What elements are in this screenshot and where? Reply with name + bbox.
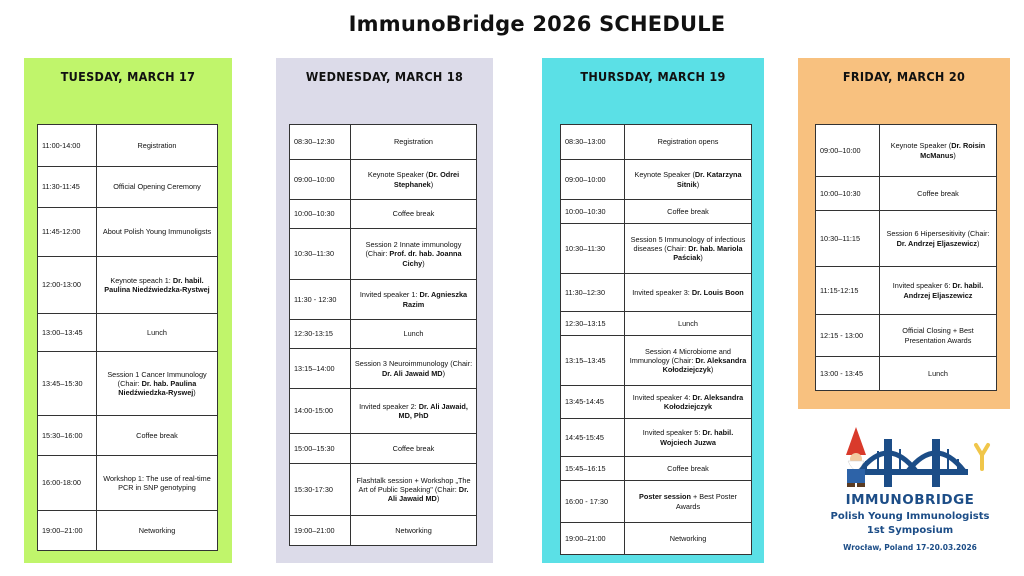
event-text: ) <box>700 253 703 263</box>
event-text: Invited speaker 5: <box>642 428 703 438</box>
schedule-row <box>38 456 218 511</box>
event-text: Registration opens <box>657 137 719 147</box>
time-cell: 15:45–16:15 <box>561 457 625 481</box>
event-text: Coffee break <box>667 463 709 473</box>
event-text: Lunch <box>678 318 698 328</box>
time-cell: 09:00–10:00 <box>561 160 625 200</box>
time-cell: 15:30–16:00 <box>38 416 97 456</box>
logo-name: IMMUNOBRIDGE <box>845 492 975 508</box>
schedule-row <box>816 315 997 357</box>
event-text: Keynote Speaker ( <box>890 141 952 151</box>
time-cell: 10:00–10:30 <box>290 200 351 229</box>
time-cell: 19:00–21:00 <box>561 523 625 555</box>
event-text: ) <box>436 494 440 504</box>
time-cell: 12:30–13:15 <box>561 312 625 336</box>
event-cell <box>351 160 477 200</box>
event-text: Workshop 1: The use of real-time PCR in SNP genotyping <box>103 473 211 492</box>
time-cell: 19:00–21:00 <box>38 511 97 551</box>
speaker-name: Dr. Katarzyna Sitnik <box>676 170 742 189</box>
event-text: + Best Poster Awards <box>675 492 737 511</box>
event-text: ) <box>977 238 980 248</box>
event-cell <box>97 314 218 352</box>
time-cell: 13:15–13:45 <box>561 336 625 386</box>
time-cell: 12:00-13:00 <box>38 257 97 314</box>
event-cell <box>880 177 997 211</box>
event-cell <box>97 511 218 551</box>
schedule-row <box>38 167 218 208</box>
day-heading: WEDNESDAY, MARCH 18 <box>305 69 464 84</box>
event-cell <box>351 320 477 349</box>
event-cell <box>351 280 477 320</box>
schedule-row <box>290 280 477 320</box>
time-cell: 11:00-14:00 <box>38 125 97 167</box>
time-cell: 10:30–11:15 <box>816 211 880 267</box>
time-cell: 13:00–13:45 <box>38 314 97 352</box>
speaker-name: Dr. Ali Jawaid MD <box>382 368 443 378</box>
event-cell <box>625 224 752 274</box>
schedule-row <box>38 257 218 314</box>
speaker-name: Dr. Ali Jawaid, MD, PhD <box>398 401 468 420</box>
speaker-name: Dr. Roisin McManus <box>920 141 986 160</box>
schedule-row <box>38 416 218 456</box>
event-cell <box>351 464 477 516</box>
event-text: ) <box>953 150 956 160</box>
event-cell <box>97 257 218 314</box>
schedule-row <box>561 312 752 336</box>
event-text: ) <box>193 388 196 398</box>
schedule-row <box>290 349 477 389</box>
event-text: ) <box>696 179 700 189</box>
day-column-wednesday <box>276 58 493 563</box>
event-cell <box>625 386 752 419</box>
event-cell <box>351 434 477 464</box>
event-text: Keynote Speaker ( <box>367 170 429 180</box>
event-text: Networking <box>138 525 176 535</box>
event-cell <box>625 419 752 457</box>
schedule-row <box>561 481 752 523</box>
event-cell <box>351 516 477 546</box>
speaker-name: Dr. habil. Andrzej Eljaszewicz <box>903 281 984 300</box>
event-text: Coffee break <box>136 430 178 440</box>
time-cell: 15:00–15:30 <box>290 434 351 464</box>
time-cell: 11:15-12:15 <box>816 267 880 315</box>
event-text: Session 5 Immunology of infectious diseases (Chair: <box>630 234 746 253</box>
schedule-table <box>560 124 752 555</box>
day-heading: THURSDAY, MARCH 19 <box>580 69 726 84</box>
schedule-row <box>290 516 477 546</box>
event-text: Coffee break <box>392 209 435 219</box>
time-cell: 11:30 - 12:30 <box>290 280 351 320</box>
event-text: Session 6 Hipersesitivity (Chair: <box>886 229 990 239</box>
time-cell: 15:30-17:30 <box>290 464 351 516</box>
event-text: Registration <box>137 140 177 150</box>
schedule-row <box>38 352 218 416</box>
time-cell: 09:00–10:00 <box>290 160 351 200</box>
event-cell <box>880 267 997 315</box>
schedule-row <box>290 434 477 464</box>
schedule-row <box>561 160 752 200</box>
event-text: Lunch <box>928 368 948 378</box>
event-text: ) <box>422 258 425 268</box>
event-text: Keynote Speaker ( <box>634 170 695 180</box>
time-cell: 12:30-13:15 <box>290 320 351 349</box>
time-cell: 16:00-18:00 <box>38 456 97 511</box>
time-cell: 10:00–10:30 <box>816 177 880 211</box>
schedule-row <box>290 229 477 280</box>
time-cell: 09:00–10:00 <box>816 125 880 177</box>
schedule-table <box>815 124 997 391</box>
speaker-name: Dr. Aleksandra Kołodziejczyk <box>663 392 744 411</box>
logo-location: Wrocław, Poland 17-20.03.2026 <box>843 543 977 552</box>
schedule-row <box>38 511 218 551</box>
event-cell <box>625 312 752 336</box>
time-cell: 08:30–12:30 <box>290 125 351 160</box>
event-text: Networking <box>669 533 707 543</box>
event-text: Invited speaker 4: <box>632 392 693 402</box>
schedule-row <box>38 314 218 352</box>
event-cell <box>625 481 752 523</box>
event-text: Lunch <box>147 327 167 337</box>
event-text: Invited speaker 1: <box>359 290 420 300</box>
schedule-row <box>290 389 477 434</box>
event-text: Coffee break <box>917 188 959 198</box>
speaker-name: Dr. habil. Wojciech Juzwa <box>660 428 734 447</box>
schedule-row <box>561 125 752 160</box>
page-title: ImmunoBridge 2026 SCHEDULE <box>348 12 726 36</box>
event-text: Lunch <box>403 329 424 339</box>
speaker-name: Poster session <box>639 492 691 502</box>
event-text: Session 4 Microbiome and Immunology (Chair: <box>629 346 731 365</box>
schedule-row <box>290 125 477 160</box>
event-text: Session 2 Innate immunology (Chair: <box>365 240 462 259</box>
event-cell <box>880 357 997 391</box>
event-text: Networking <box>395 525 432 535</box>
time-cell: 10:30–11:30 <box>290 229 351 280</box>
event-text: Keynote speach 1: <box>110 275 173 285</box>
event-text: Session 3 Neuroimmunology (Chair: <box>354 359 473 369</box>
speaker-name: Dr. Louis Boon <box>691 287 744 297</box>
bridge-gnome-logo-icon <box>820 425 1000 493</box>
schedule-row <box>561 386 752 419</box>
schedule-row <box>816 177 997 211</box>
time-cell: 10:30–11:30 <box>561 224 625 274</box>
event-cell <box>351 389 477 434</box>
event-text: Coffee break <box>667 206 709 216</box>
speaker-name: Prof. dr. hab. Joanna Cichy <box>389 249 462 268</box>
speaker-name: Dr. habil. Paulina Niedźwiedzka-Rystwej <box>104 275 210 294</box>
event-cell <box>625 457 752 481</box>
event-text: Invited speaker 2: <box>359 401 419 411</box>
time-cell: 11:30-11:45 <box>38 167 97 208</box>
event-cell <box>880 125 997 177</box>
event-cell <box>97 456 218 511</box>
logo-edition: 1st Symposium <box>866 525 954 536</box>
day-heading: FRIDAY, MARCH 20 <box>842 69 966 84</box>
event-cell <box>97 167 218 208</box>
time-cell: 14:45-15:45 <box>561 419 625 457</box>
event-text: ) <box>442 368 445 378</box>
time-cell: 13:45–15:30 <box>38 352 97 416</box>
event-cell <box>97 352 218 416</box>
schedule-row <box>38 125 218 167</box>
event-text: Coffee break <box>392 443 435 453</box>
schedule-row <box>561 419 752 457</box>
schedule-row <box>290 200 477 229</box>
time-cell: 12:15 - 13:00 <box>816 315 880 357</box>
schedule-row <box>561 523 752 555</box>
event-text: About Polish Young Immunoligsts <box>102 227 212 237</box>
logo-subtitle: Polish Young Immunologists <box>830 511 990 522</box>
event-text: Session 1 Cancer Immunology (Chair: <box>107 369 207 388</box>
event-text: Official Closing + Best Presentation Awards <box>902 326 974 345</box>
event-cell <box>625 125 752 160</box>
schedule-row <box>816 125 997 177</box>
speaker-name: Dr. hab. Paulina Niedźwiedzka-Ryswej <box>118 378 197 398</box>
event-text: ) <box>430 179 434 189</box>
schedule-table <box>37 124 218 551</box>
speaker-name: Dr. Andrzej Eljaszewicz <box>896 238 977 248</box>
event-cell <box>351 229 477 280</box>
schedule-row <box>561 200 752 224</box>
event-cell <box>97 416 218 456</box>
speaker-name: Dr. Ali Jawaid MD <box>387 484 469 504</box>
speaker-name: Dr. hab. Mariola Paściak <box>673 243 743 263</box>
event-cell <box>97 208 218 257</box>
schedule-row <box>290 464 477 516</box>
day-heading: TUESDAY, MARCH 17 <box>60 69 196 84</box>
speaker-name: Dr. Aleksandra Kołodziejczyk <box>662 355 747 375</box>
event-text: Official Opening Ceremony <box>113 182 201 192</box>
event-cell <box>625 523 752 555</box>
event-cell <box>625 160 752 200</box>
day-column-friday <box>798 58 1010 409</box>
event-cell <box>625 274 752 312</box>
time-cell: 10:00–10:30 <box>561 200 625 224</box>
schedule-row <box>816 211 997 267</box>
time-cell: 11:30–12:30 <box>561 274 625 312</box>
schedule-row <box>561 457 752 481</box>
time-cell: 14:00-15:00 <box>290 389 351 434</box>
schedule-row <box>561 336 752 386</box>
schedule-row <box>290 160 477 200</box>
schedule-row <box>561 274 752 312</box>
event-text: Invited speaker 6: <box>892 281 953 291</box>
day-column-thursday <box>542 58 764 563</box>
time-cell: 13:15–14:00 <box>290 349 351 389</box>
event-text: ) <box>710 365 714 375</box>
event-cell <box>351 200 477 229</box>
speaker-name: Dr. Odrei Stephanek <box>393 170 460 189</box>
schedule-row <box>816 267 997 315</box>
schedule-table <box>289 124 477 546</box>
schedule-row <box>290 320 477 349</box>
event-cell <box>351 349 477 389</box>
time-cell: 11:45-12:00 <box>38 208 97 257</box>
time-cell: 13:00 - 13:45 <box>816 357 880 391</box>
event-logo <box>820 425 1000 565</box>
time-cell: 08:30–13:00 <box>561 125 625 160</box>
schedule-row <box>38 208 218 257</box>
time-cell: 16:00 - 17:30 <box>561 481 625 523</box>
event-cell <box>97 125 218 167</box>
schedule-row <box>561 224 752 274</box>
event-cell <box>351 125 477 160</box>
event-cell <box>880 315 997 357</box>
event-cell <box>625 336 752 386</box>
day-column-tuesday <box>24 58 232 563</box>
event-text: Flashtalk session + Workshop „The Art of Public Speaking" (Chair: <box>356 475 471 494</box>
event-text: Registration <box>394 137 433 147</box>
schedule-row <box>816 357 997 391</box>
event-cell <box>625 200 752 224</box>
speaker-name: Dr. Agnieszka Razim <box>402 290 468 309</box>
time-cell: 13:45-14:45 <box>561 386 625 419</box>
event-text: Invited speaker 3: <box>632 287 692 297</box>
time-cell: 19:00–21:00 <box>290 516 351 546</box>
event-cell <box>880 211 997 267</box>
